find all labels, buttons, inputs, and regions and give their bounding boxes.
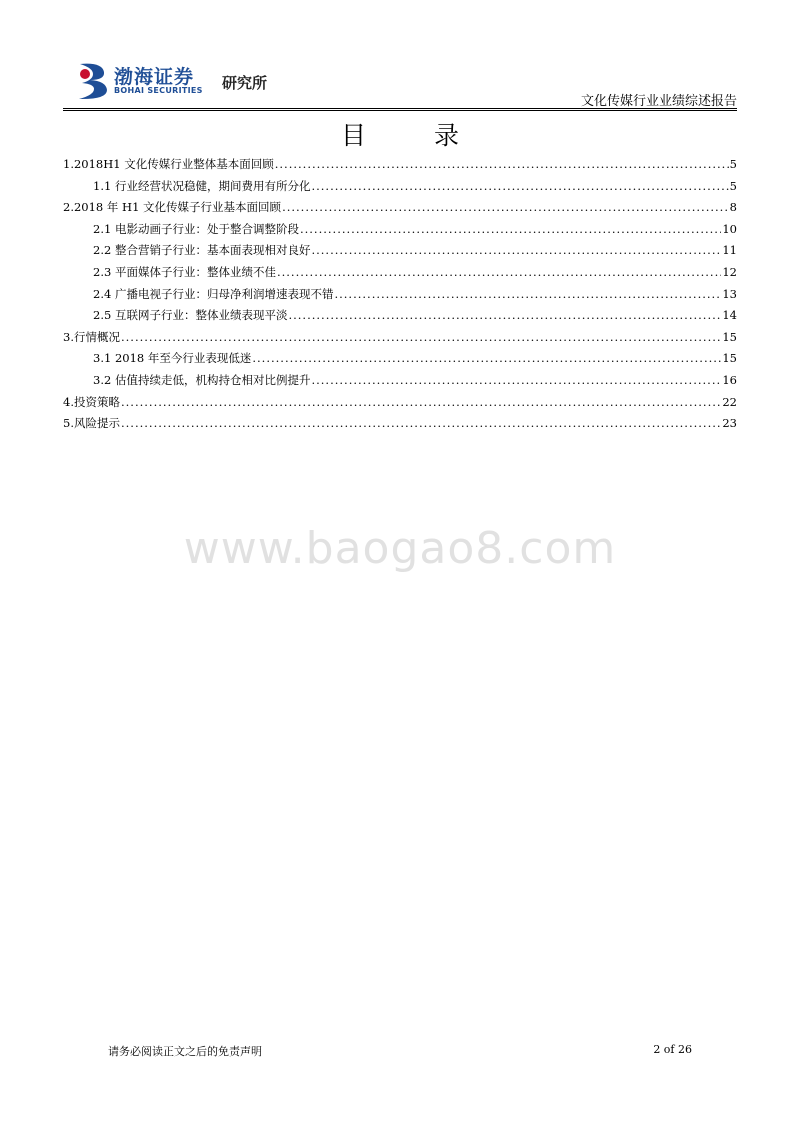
toc-entry[interactable]: [63, 264, 737, 286]
table-of-contents: [63, 156, 737, 437]
report-title: 文化传媒行业业绩综述报告: [580, 94, 737, 109]
toc-entry-label: 2.4 广播电视子行业：归母净利润增速表现不错: [93, 286, 334, 301]
toc-entry-label: 1.2018H1 文化传媒行业整体基本面回顾: [63, 157, 274, 171]
toc-dot-leader: [121, 330, 721, 344]
toc-dot-leader: [311, 373, 721, 387]
toc-dot-leader: [277, 265, 721, 279]
toc-dot-leader: [275, 157, 729, 171]
toc-dot-leader: [282, 200, 729, 214]
toc-entry[interactable]: [63, 156, 737, 178]
toc-dot-leader: [288, 308, 721, 322]
toc-entry-label: 2.5 互联网子行业：整体业绩表现平淡: [93, 308, 288, 323]
toc-entry[interactable]: [63, 350, 737, 372]
toc-entry-label: 2.3 平面媒体子行业：整体业绩不佳: [93, 264, 276, 279]
toc-entry[interactable]: [63, 415, 737, 437]
toc-entry[interactable]: [63, 242, 737, 264]
header-divider-secondary: [63, 110, 737, 111]
toc-entry-page: 14: [722, 308, 737, 323]
toc-entry[interactable]: [63, 178, 737, 200]
toc-entry-page: 23: [722, 416, 737, 431]
logo-institute: 研究所: [222, 74, 268, 92]
toc-entry-label: 2.2018 年 H1 文化传媒子行业基本面回顾: [63, 200, 282, 215]
toc-entry-label: 5.风险提示: [63, 416, 120, 431]
watermark: www.baogao8.com: [183, 523, 617, 574]
toc-entry-page: 8: [729, 200, 737, 215]
toc-entry-page: 10: [722, 221, 737, 236]
toc-dot-leader: [311, 179, 728, 193]
bohai-logo-mark-icon: [76, 62, 110, 100]
header-divider: [63, 108, 737, 109]
footer-disclaimer: 请务必阅读正文之后的免责声明: [108, 1045, 262, 1058]
toc-dot-leader: [300, 222, 721, 236]
toc-entry-label: 2.1 电影动画子行业：处于整合调整阶段: [93, 221, 299, 236]
toc-entry-page: 12: [722, 264, 737, 279]
logo-chinese-name: 渤海证券: [114, 66, 195, 88]
toc-entry-page: 5: [729, 157, 737, 171]
bohai-logo: [76, 60, 286, 102]
toc-entry[interactable]: [63, 329, 737, 351]
footer-page-number: 2 of 26: [653, 1043, 692, 1056]
toc-entry-page: 13: [722, 286, 737, 301]
toc-dot-leader: [334, 287, 721, 301]
toc-entry-page: 16: [722, 372, 737, 387]
toc-dot-leader: [121, 395, 721, 409]
toc-entry-label: 2.2 整合营销子行业：基本面表现相对良好: [93, 243, 311, 258]
toc-entry-page: 22: [722, 394, 737, 409]
toc-dot-leader: [121, 416, 721, 430]
toc-entry-label: 4.投资策略: [63, 394, 120, 409]
toc-entry-page: 15: [722, 329, 737, 344]
toc-entry[interactable]: [63, 286, 737, 308]
logo-english-name: BOHAI SECURITIES: [114, 86, 203, 95]
toc-title: 目 录: [341, 121, 489, 150]
toc-entry[interactable]: [63, 372, 737, 394]
toc-entry-page: 15: [722, 351, 737, 366]
toc-entry[interactable]: [63, 221, 737, 243]
toc-entry-label: 1.1 行业经营状况稳健，期间费用有所分化: [93, 178, 311, 193]
toc-entry[interactable]: [63, 199, 737, 221]
toc-entry[interactable]: [63, 307, 737, 329]
toc-entry-label: 3.行情概况: [63, 329, 120, 344]
toc-entry-page: 5: [729, 178, 737, 193]
toc-dot-leader: [252, 351, 721, 365]
toc-dot-leader: [311, 243, 721, 257]
toc-entry-label: 3.2 估值持续走低，机构持仓相对比例提升: [93, 372, 311, 387]
toc-entry-page: 11: [722, 243, 737, 258]
toc-entry[interactable]: [63, 394, 737, 416]
toc-entry-label: 3.1 2018 年至今行业表现低迷: [93, 351, 252, 366]
